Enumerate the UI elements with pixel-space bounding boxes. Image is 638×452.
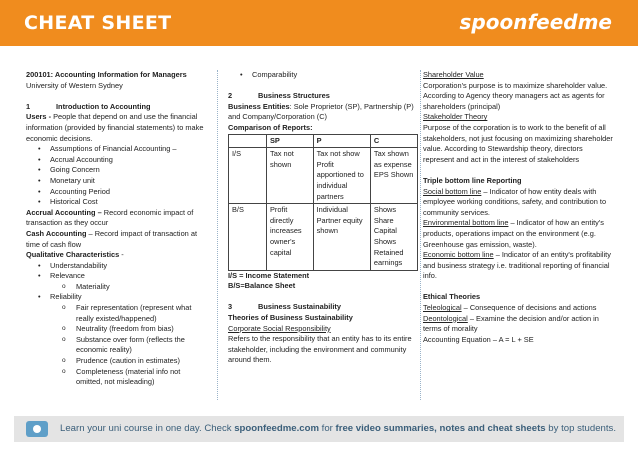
sub-list-item: o Completeness (material info not omitted, not misleading)	[62, 367, 206, 388]
header-bar	[0, 0, 638, 46]
cash-definition	[26, 229, 206, 250]
environmental-definition	[423, 218, 613, 250]
list-item: • Monetary unit	[38, 176, 206, 187]
table-header-cell: SP	[267, 134, 314, 148]
assumptions-list	[26, 144, 206, 208]
cash-term: Cash Accounting	[26, 228, 87, 238]
footer-text	[60, 423, 616, 434]
qualitative-dash: -	[119, 250, 124, 260]
tbl-heading: Triple bottom line Reporting	[423, 175, 522, 185]
deontological-definition	[423, 314, 613, 335]
university-name: University of Western Sydney	[26, 80, 123, 90]
comparison-heading: Comparison of Reports:	[228, 122, 313, 132]
qualitative-heading	[26, 250, 206, 261]
social-text: – Indicator of how entity deals with employee working conditions, safety, and contribution to community services.	[423, 186, 607, 217]
users-term: Users -	[26, 112, 52, 122]
section-title: Business Sustainability	[258, 302, 341, 312]
social-definition	[423, 187, 613, 219]
table-cell: B/S	[229, 204, 267, 271]
table-cell: Shows Share Capital Shows Retained earnings	[370, 204, 417, 271]
shareholder-value-heading: Shareholder Value	[423, 70, 484, 79]
cash-text: – Record impact of transaction at time of cash flow	[26, 228, 198, 249]
deontological-term: Deontological	[423, 313, 468, 323]
list-item: • Historical Cost	[38, 197, 206, 208]
list-item: • Comparability	[240, 70, 418, 81]
table-cell: Tax not shown	[267, 148, 314, 204]
column-1	[26, 70, 206, 388]
sub-list-item: o Prudence (caution in estimates)	[62, 356, 206, 367]
list-item: • Understandability	[38, 261, 206, 272]
course-title: 200101: Accounting Information for Managers	[26, 70, 187, 79]
page-title: CHEAT SHEET	[24, 12, 172, 34]
accrual-text: Record economic impact of transaction as they occur	[26, 207, 194, 228]
section-1-heading	[26, 102, 206, 113]
section-2-heading	[228, 91, 418, 102]
environmental-term: Environmental bottom line	[423, 218, 509, 228]
teleological-text: – Consequence of decisions and actions	[461, 303, 597, 313]
footer-free: free video summaries, notes and cheat sheets	[335, 423, 546, 434]
table-cell: Individual Partner equity shown	[313, 204, 370, 271]
stakeholder-theory-text: Purpose of the corporation is to work to the benefit of all stakeholders, not just focusing on maximizing shareholder value. According to Stewardship theory, directors represent and act in the interest of stakeholders	[423, 122, 613, 164]
teleological-term: Teleological	[423, 303, 462, 313]
table-cell: Tax not show Profit apportioned to individual partners	[313, 148, 370, 204]
entities-definition	[228, 102, 418, 123]
video-camera-icon	[26, 421, 48, 437]
list-item: • Going Concern	[38, 165, 206, 176]
environmental-text: – Indicator of how an entity's products, operations impact on the environment (e.g. Greenhouse gas emission, waste).	[423, 218, 604, 249]
column-divider-2	[420, 70, 421, 400]
economic-text: – Indicator of an entity's profitability and business strategy i.e. traditional reporting of financial info.	[423, 250, 611, 281]
entities-text: : Sole Proprietor (SP), Partnership (P) and Company/Corporation (C)	[228, 101, 414, 122]
footer-banner[interactable]	[14, 416, 624, 442]
table-header-row	[229, 134, 418, 148]
table-header-cell: C	[370, 134, 417, 148]
column-3	[423, 70, 613, 345]
sub-list-item: o Fair representation (represent what really existed/happened)	[62, 303, 206, 324]
csr-heading: Corporate Social Responsibility	[228, 323, 331, 333]
sub-list-item: o Neutrality (freedom from bias)	[62, 324, 206, 335]
teleological-definition	[423, 303, 613, 314]
comparison-table	[228, 134, 418, 271]
accrual-term: Accrual Accounting –	[26, 207, 102, 217]
table-cell: I/S	[229, 148, 267, 204]
relevance-label: Relevance	[50, 271, 85, 281]
table-row	[229, 148, 418, 204]
table-header-cell	[229, 134, 267, 148]
section-title: Business Structures	[258, 91, 330, 101]
qualitative-term: Qualitative Characteristics	[26, 250, 120, 260]
csr-text: Refers to the responsibility that an entity has to its entire stakeholder, including the environment and community around them.	[228, 334, 412, 365]
footer-pre: Learn your uni course in one day. Check	[60, 423, 235, 434]
sub-list-item: o Substance over form (reflects the economic reality)	[62, 335, 206, 356]
column-2	[228, 70, 418, 366]
brand-logo[interactable]: spoonfeedme	[459, 10, 612, 34]
table-cell: Tax shown as expense EPS Shown	[370, 148, 417, 204]
section-number: 2	[228, 91, 233, 101]
ethical-heading: Ethical Theories	[423, 292, 481, 302]
list-item: • Accounting Period	[38, 187, 206, 198]
list-item: • Accrual Accounting	[38, 155, 206, 166]
entities-term: Business Entities	[228, 101, 290, 111]
users-definition	[26, 112, 206, 144]
deontological-text: – Examine the decision and/or action in terms of morality	[423, 313, 599, 334]
footer-post: by top students.	[545, 423, 617, 434]
table-cell: Profit directly increases owner's capital	[267, 204, 314, 271]
section-number: 1	[26, 101, 31, 111]
sub-list-item: o Materiality	[62, 282, 206, 293]
reliability-label: Reliability	[50, 292, 82, 302]
footer-mid: for	[318, 423, 336, 434]
column-divider-1	[217, 70, 218, 400]
section-title: Introduction to Accounting	[56, 101, 151, 111]
list-item	[38, 271, 206, 292]
accounting-equation: Accounting Equation – A = L + SE	[423, 334, 534, 344]
shareholder-value-text: Corporation's purpose is to maximize shareholder value. According to Agency theory managers act as agents for shareholders (principal)	[423, 80, 608, 111]
section-3-heading	[228, 302, 418, 313]
is-definition: I/S = Income Statement	[228, 270, 310, 280]
accrual-definition	[26, 208, 206, 229]
social-term: Social bottom line	[423, 186, 482, 196]
bs-definition: B/S=Balance Sheet	[228, 281, 296, 291]
table-row	[229, 204, 418, 271]
stakeholder-theory-heading: Stakeholder Theory	[423, 112, 488, 122]
table-header-cell: P	[313, 134, 370, 148]
economic-term: Economic bottom line	[423, 250, 494, 260]
qualitative-list	[26, 261, 206, 388]
users-text: People that depend on and use the financial information (provided by financial statements) to make economic decisions.	[26, 112, 204, 143]
footer-site-link[interactable]: spoonfeedme.com	[234, 423, 319, 434]
list-item: • Assumptions of Financial Accounting –	[38, 144, 206, 155]
section-number: 3	[228, 302, 233, 312]
economic-definition	[423, 250, 613, 282]
theories-heading: Theories of Business Sustainability	[228, 313, 353, 323]
list-item	[38, 292, 206, 387]
